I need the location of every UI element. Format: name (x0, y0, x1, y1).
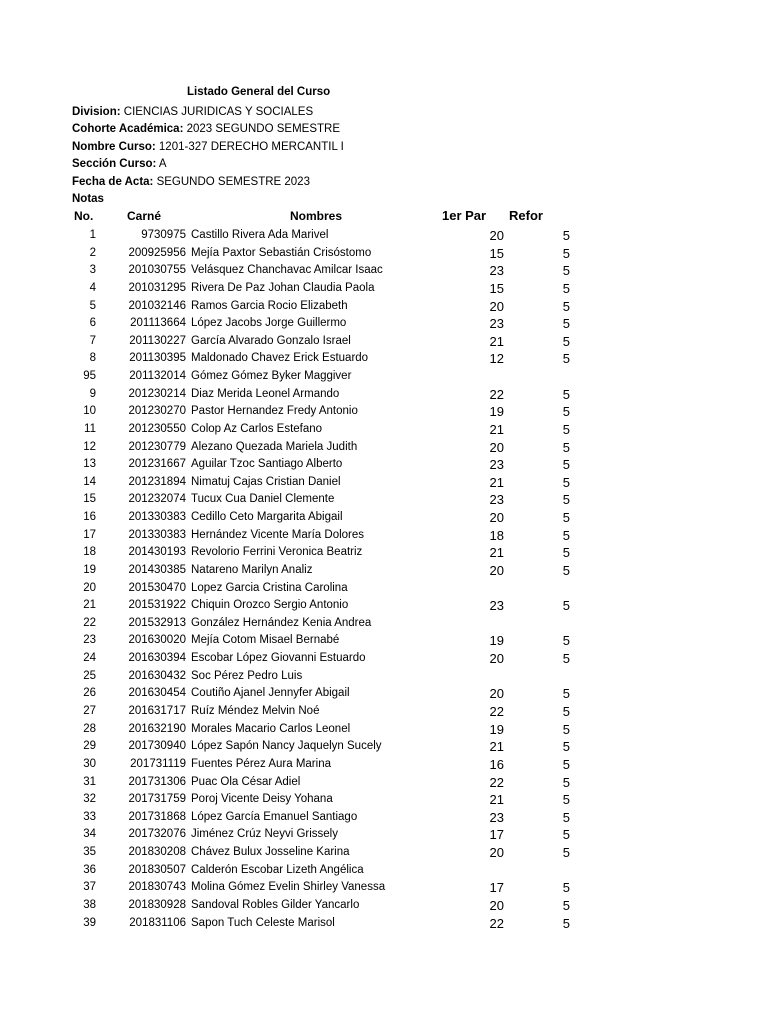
table-row (0, 562, 768, 580)
row-parcial: 20 (489, 562, 504, 578)
row-number: 1 (89, 229, 96, 241)
row-carne: 201731868 (128, 810, 186, 823)
row-name: González Hernández Kenia Andrea (191, 616, 372, 629)
row-parcial: 19 (489, 633, 504, 649)
row-parcial: 21 (489, 474, 504, 490)
row-refor: 5 (562, 704, 570, 719)
row-name: Ramos Garcia Rocio Elizabeth (191, 299, 348, 312)
table-row (0, 597, 768, 615)
meta-seccion (72, 156, 167, 173)
row-parcial: 23 (489, 457, 504, 473)
row-parcial: 20 (489, 298, 504, 314)
row-carne: 201230779 (128, 440, 186, 453)
meta-value: SEGUNDO SEMESTRE 2023 (156, 176, 310, 188)
row-name: López García Emanuel Santiago (191, 810, 358, 823)
row-refor: 5 (562, 774, 570, 790)
table-row (0, 632, 768, 650)
row-parcial: 15 (489, 245, 504, 261)
row-number: 5 (89, 299, 96, 312)
row-refor: 5 (562, 298, 570, 314)
row-refor: 5 (562, 351, 570, 367)
row-refor: 5 (562, 686, 570, 702)
row-name: Fuentes Pérez Aura Marina (191, 757, 331, 770)
table-row (0, 897, 768, 915)
row-carne: 201132014 (129, 370, 186, 383)
row-refor: 5 (562, 316, 570, 332)
row-number: 16 (83, 511, 96, 524)
row-refor: 5 (562, 827, 570, 843)
row-carne: 201830208 (128, 846, 186, 859)
row-name: Mejía Paxtor Sebastián Crisóstomo (191, 246, 372, 259)
row-number: 24 (83, 652, 96, 665)
table-row (0, 615, 768, 633)
row-number: 4 (89, 281, 96, 294)
table-row (0, 439, 768, 457)
table-row (0, 685, 768, 703)
row-carne: 201230214 (128, 387, 186, 400)
row-name: Jiménez Crúz Neyvi Grissely (191, 828, 338, 841)
table-row (0, 791, 768, 809)
row-name: Soc Pérez Pedro Luis (191, 669, 303, 682)
row-parcial: 17 (489, 827, 504, 843)
table-row (0, 474, 768, 492)
row-parcial: 23 (489, 316, 504, 332)
row-number: 25 (83, 669, 96, 682)
row-carne: 201830743 (128, 881, 186, 894)
meta-division (72, 104, 313, 121)
row-name: Gómez Gómez Byker Maggiver (191, 370, 352, 383)
row-parcial: 17 (489, 880, 504, 896)
table-row (0, 774, 768, 792)
row-number: 11 (84, 422, 96, 435)
row-number: 18 (83, 546, 96, 559)
row-name: Sandoval Robles Gilder Yancarlo (191, 898, 360, 911)
row-carne: 201231894 (128, 475, 186, 488)
table-row (0, 544, 768, 562)
row-carne: 201532913 (128, 616, 186, 629)
row-carne: 201232074 (128, 493, 186, 506)
row-parcial: 23 (489, 492, 504, 508)
meta-value: 2023 SEGUNDO SEMESTRE (186, 123, 340, 135)
row-carne: 201630432 (128, 669, 186, 682)
row-number: 2 (89, 246, 96, 259)
row-refor: 5 (562, 333, 570, 349)
row-name: Hernández Vicente María Dolores (191, 528, 365, 541)
row-refor: 5 (562, 439, 570, 455)
row-number: 13 (83, 458, 96, 471)
row-parcial: 20 (489, 439, 504, 455)
row-number: 20 (83, 581, 96, 594)
table-row (0, 350, 768, 368)
row-number: 14 (83, 475, 96, 488)
row-refor: 5 (562, 474, 570, 490)
row-parcial: 15 (489, 280, 504, 296)
header-carne: Carné (127, 209, 162, 223)
row-name: Castillo Rivera Ada Marivel (191, 229, 329, 241)
table-row (0, 580, 768, 598)
meta-label: Fecha de Acta: (72, 176, 154, 188)
row-name: Natareno Marilyn Analiz (191, 563, 313, 576)
row-number: 9 (89, 387, 96, 400)
row-refor: 5 (562, 404, 570, 420)
table-row (0, 368, 768, 386)
row-name: López Jacobs Jorge Guillermo (191, 317, 347, 330)
table-row (0, 491, 768, 509)
table-row (0, 245, 768, 263)
row-name: Pastor Hernandez Fredy Antonio (191, 405, 358, 418)
row-parcial: 22 (489, 774, 504, 790)
row-parcial: 20 (489, 686, 504, 702)
row-parcial: 22 (489, 915, 504, 931)
row-carne: 201230270 (128, 405, 186, 418)
table-row (0, 421, 768, 439)
row-number: 7 (89, 334, 96, 347)
row-carne: 201730940 (128, 740, 186, 753)
table-row (0, 298, 768, 316)
row-name: Maldonado Chavez Erick Estuardo (191, 352, 369, 365)
row-parcial: 16 (489, 756, 504, 772)
row-carne: 201830507 (128, 863, 186, 876)
row-carne: 201430385 (128, 563, 186, 576)
meta-label: Notas (72, 193, 104, 205)
row-carne: 201130227 (129, 334, 186, 347)
table-row (0, 668, 768, 686)
row-parcial: 18 (489, 527, 504, 543)
page-title: Listado General del Curso (187, 86, 331, 98)
row-number: 27 (83, 705, 96, 717)
table-row (0, 509, 768, 527)
row-number: 21 (83, 599, 96, 612)
row-name: Nimatuj Cajas Cristian Daniel (191, 475, 341, 488)
row-number: 3 (89, 264, 96, 277)
row-name: García Alvarado Gonzalo Israel (191, 334, 351, 347)
row-carne: 201231667 (128, 458, 186, 471)
row-name: Poroj Vicente Deisy Yohana (191, 793, 333, 806)
row-refor: 5 (562, 228, 570, 243)
table-row (0, 738, 768, 756)
row-name: Alezano Quezada Mariela Judith (191, 440, 358, 453)
row-name: Diaz Merida Leonel Armando (191, 387, 340, 400)
table-row (0, 879, 768, 897)
row-parcial: 22 (489, 704, 504, 719)
row-refor: 5 (562, 421, 570, 437)
row-parcial: 20 (489, 651, 504, 667)
row-parcial: 20 (489, 228, 504, 243)
row-number: 26 (83, 687, 96, 700)
row-number: 95 (83, 370, 96, 383)
row-name: López Sapón Nancy Jaquelyn Sucely (191, 740, 382, 753)
row-number: 32 (83, 793, 96, 806)
row-carne: 201032146 (128, 299, 186, 312)
table-row (0, 227, 768, 245)
meta-label: Sección Curso: (72, 158, 157, 170)
row-carne: 201630454 (128, 687, 186, 700)
row-number: 36 (83, 863, 96, 876)
row-name: Puac Ola César Adiel (191, 775, 301, 788)
row-parcial: 23 (489, 809, 504, 825)
row-name: Velásquez Chanchavac Amilcar Isaac (191, 264, 383, 277)
row-refor: 5 (562, 721, 570, 737)
row-carne: 201031295 (128, 281, 186, 294)
row-name: Revolorio Ferrini Veronica Beatriz (191, 546, 363, 559)
row-carne: 201531922 (128, 599, 186, 612)
row-parcial: 21 (489, 421, 504, 437)
row-carne: 201632190 (128, 722, 186, 735)
row-refor: 5 (562, 739, 570, 755)
row-name: Ruíz Méndez Melvin Noé (191, 705, 320, 717)
row-name: Cedillo Ceto Margarita Abigail (191, 511, 343, 524)
row-number: 8 (89, 352, 96, 365)
row-carne: 201330383 (128, 511, 186, 524)
meta-label: Division: (72, 106, 121, 118)
row-refor: 5 (562, 527, 570, 543)
row-name: Molina Gómez Evelin Shirley Vanessa (191, 881, 386, 894)
meta-curso (72, 139, 344, 156)
table-row (0, 756, 768, 774)
row-refor: 5 (562, 651, 570, 667)
table-row (0, 721, 768, 739)
row-carne: 201732076 (128, 828, 186, 841)
row-number: 30 (83, 757, 96, 770)
row-refor: 5 (562, 386, 570, 402)
row-name: Chiquin Orozco Sergio Antonio (191, 599, 349, 612)
row-carne: 201731759 (128, 793, 186, 806)
row-refor: 5 (562, 562, 570, 578)
row-refor: 5 (562, 809, 570, 825)
table-row (0, 386, 768, 404)
meta-notas (72, 191, 104, 208)
table-row (0, 862, 768, 880)
row-refor: 5 (562, 492, 570, 508)
row-parcial: 23 (489, 263, 504, 279)
row-parcial: 19 (489, 721, 504, 737)
row-refor: 5 (562, 915, 570, 931)
row-number: 19 (83, 563, 96, 576)
row-carne: 201630020 (128, 634, 186, 647)
meta-fecha (72, 174, 310, 191)
row-parcial: 21 (489, 333, 504, 349)
row-number: 6 (89, 317, 96, 330)
meta-value: A (158, 158, 167, 170)
header-parcial: 1er Par (442, 208, 487, 223)
row-parcial: 22 (489, 386, 504, 402)
row-number: 28 (83, 722, 96, 735)
row-carne: 201113664 (130, 317, 186, 330)
row-carne: 201430193 (128, 546, 186, 559)
row-refor: 5 (562, 897, 570, 913)
row-number: 35 (83, 846, 96, 859)
row-parcial: 20 (489, 845, 504, 861)
row-refor: 5 (562, 457, 570, 473)
row-carne: 200925956 (128, 246, 186, 259)
row-refor: 5 (562, 280, 570, 296)
table-row (0, 915, 768, 933)
row-refor: 5 (562, 633, 570, 649)
header-refor: Refor (509, 208, 543, 223)
table-row (0, 703, 768, 721)
row-name: Colop Az Carlos Estefano (191, 422, 323, 435)
row-number: 38 (83, 898, 96, 911)
row-carne: 201130395 (129, 352, 186, 365)
row-refor: 5 (562, 510, 570, 526)
row-refor: 5 (562, 880, 570, 896)
table-row (0, 809, 768, 827)
row-refor: 5 (562, 263, 570, 279)
row-name: Tucux Cua Daniel Clemente (191, 493, 335, 506)
meta-value: 1201-327 DERECHO MERCANTIL I (158, 141, 344, 153)
row-refor: 5 (562, 792, 570, 808)
row-refor: 5 (562, 845, 570, 861)
meta-label: Cohorte Académica: (72, 123, 184, 135)
row-number: 39 (83, 916, 96, 929)
row-name: Coutiño Ajanel Jennyfer Abigail (191, 687, 350, 700)
row-parcial: 21 (489, 739, 504, 755)
row-name: Rivera De Paz Johan Claudia Paola (191, 281, 375, 294)
row-refor: 5 (562, 756, 570, 772)
row-parcial: 20 (489, 510, 504, 526)
row-number: 29 (83, 740, 96, 753)
row-parcial: 19 (489, 404, 504, 420)
table-row (0, 262, 768, 280)
row-number: 37 (83, 881, 96, 894)
row-carne: 201731306 (128, 775, 186, 788)
table-row (0, 650, 768, 668)
table-row (0, 527, 768, 545)
row-carne: 9730975 (141, 229, 186, 241)
row-name: Morales Macario Carlos Leonel (191, 722, 351, 735)
row-parcial: 20 (489, 897, 504, 913)
row-carne: 201830928 (128, 898, 186, 911)
row-refor: 5 (562, 545, 570, 561)
meta-value: CIENCIAS JURIDICAS Y SOCIALES (123, 106, 314, 118)
row-name: Aguilar Tzoc Santiago Alberto (191, 458, 343, 471)
row-carne: 201330383 (128, 528, 186, 541)
row-name: Sapon Tuch Celeste Marisol (191, 916, 335, 929)
row-number: 23 (83, 634, 96, 647)
row-refor: 5 (562, 598, 570, 614)
row-parcial: 23 (489, 598, 504, 614)
row-number: 12 (83, 440, 96, 453)
table-row (0, 456, 768, 474)
table-row (0, 315, 768, 333)
meta-label: Nombre Curso: (72, 141, 156, 153)
row-name: Calderón Escobar Lizeth Angélica (191, 863, 364, 876)
row-number: 17 (83, 528, 96, 541)
row-number: 10 (83, 405, 96, 418)
row-parcial: 12 (489, 351, 504, 367)
meta-cohorte (72, 121, 340, 138)
row-carne: 201530470 (128, 581, 186, 594)
row-carne: 201831106 (129, 916, 186, 929)
row-carne: 201631717 (128, 705, 186, 717)
row-name: Mejía Cotom Misael Bernabé (191, 634, 340, 647)
row-number: 34 (83, 828, 96, 841)
row-refor: 5 (562, 245, 570, 261)
table-row (0, 844, 768, 862)
row-name: Chávez Bulux Josseline Karina (191, 846, 350, 859)
row-number: 15 (83, 493, 96, 506)
row-name: Escobar López Giovanni Estuardo (191, 652, 366, 665)
table-row (0, 280, 768, 298)
row-parcial: 21 (489, 792, 504, 808)
row-number: 31 (83, 775, 96, 788)
row-parcial: 21 (489, 545, 504, 561)
row-carne: 201630394 (128, 652, 186, 665)
row-name: Lopez Garcia Cristina Carolina (191, 581, 348, 594)
row-number: 33 (83, 810, 96, 823)
table-row (0, 403, 768, 421)
row-carne: 201731119 (130, 757, 186, 770)
table-row (0, 826, 768, 844)
header-nombres: Nombres (290, 209, 343, 223)
table-row (0, 333, 768, 351)
row-carne: 201030755 (128, 264, 186, 277)
header-no: No. (74, 209, 94, 223)
row-number: 22 (83, 616, 96, 629)
row-carne: 201230550 (128, 422, 186, 435)
